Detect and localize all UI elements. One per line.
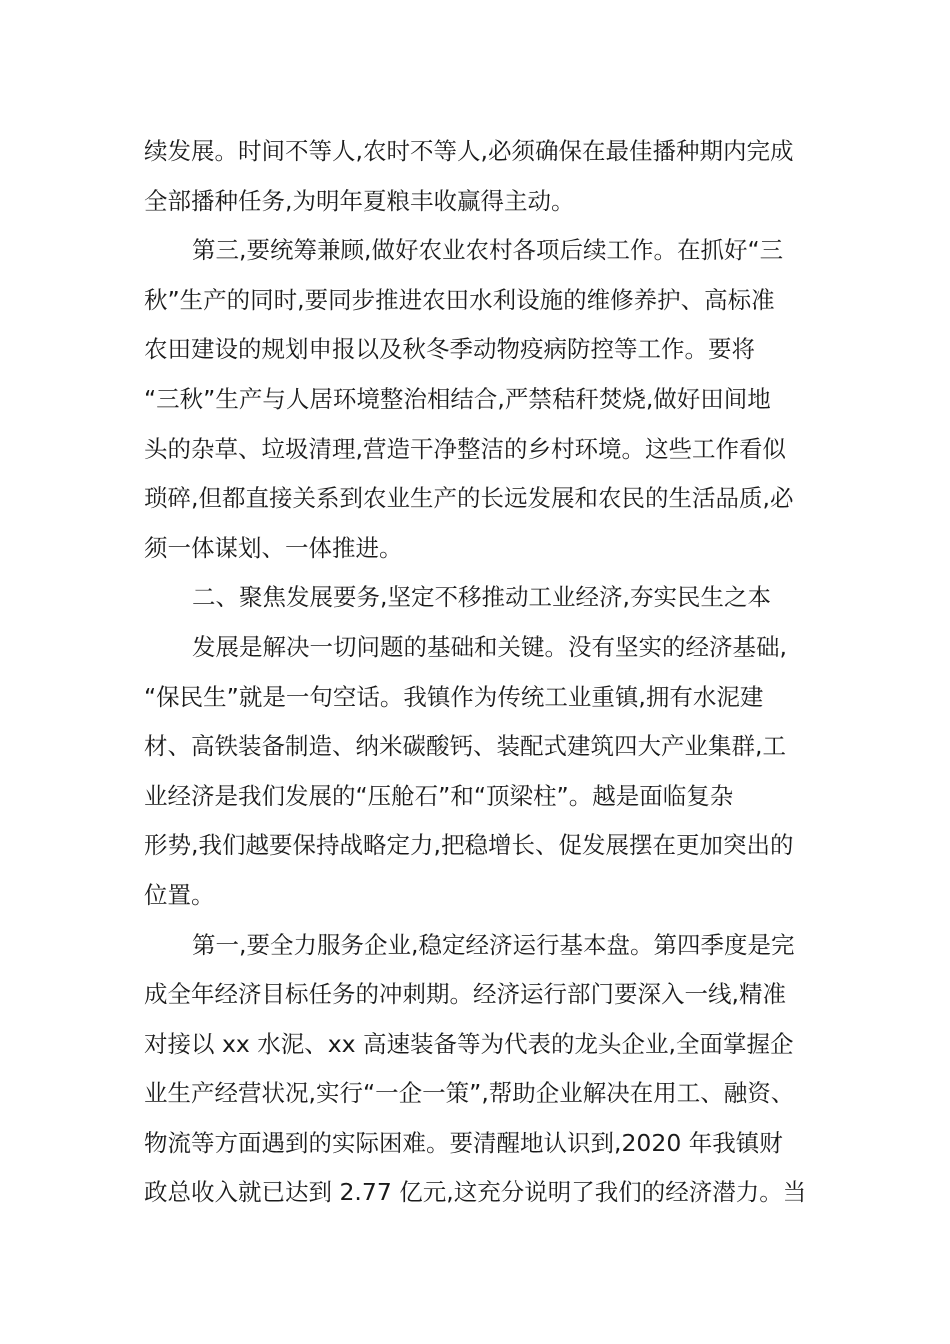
text-line: 业生产经营状况,实行“一企一策”,帮助企业解决在用工、融资、 (144, 1079, 795, 1108)
text-line: 全部播种任务,为明年夏粮丰收赢得主动。 (144, 186, 575, 215)
text-line: 成全年经济目标任务的冲刺期。经济运行部门要深入一线,精准 (144, 980, 786, 1009)
text-line: 琐碎,但都直接关系到农业生产的长远发展和农民的生活品质,必 (144, 484, 794, 513)
text-line: “三秋”生产与人居环境整治相结合,严禁秸秆焚烧,做好田间地 (144, 384, 771, 413)
text-line: 材、高铁装备制造、纳米碳酸钙、装配式建筑四大产业集群,工 (144, 732, 786, 761)
text-line: “保民生”就是一句空话。我镇作为传统工业重镇,拥有水泥建 (144, 682, 764, 711)
text-line: 政总收入就已达到 2.77 亿元,这充分说明了我们的经济潜力。当 (144, 1178, 807, 1207)
text-line: 形势,我们越要保持战略定力,把稳增长、促发展摆在更加突出的 (144, 831, 794, 860)
text-line: 对接以 xx 水泥、xx 高速装备等为代表的龙头企业,全面掌握企 (144, 1029, 794, 1058)
text-line: 头的杂草、垃圾清理,营造干净整洁的乡村环境。这些工作看似 (144, 434, 786, 463)
section-heading: 二、聚焦发展要务,坚定不移推动工业经济,夯实民生之本 (192, 583, 771, 612)
text-line: 秋”生产的同时,要同步推进农田水利设施的维修养护、高标准 (144, 285, 775, 314)
paragraph-start-line: 第一,要全力服务企业,稳定经济运行基本盘。第四季度是完 (192, 930, 795, 959)
paragraph-start-line: 发展是解决一切问题的基础和关键。没有坚实的经济基础, (192, 632, 787, 661)
text-line: 须一体谋划、一体推进。 (144, 533, 403, 562)
text-line: 位置。 (144, 880, 215, 909)
paragraph-start-line: 第三,要统筹兼顾,做好农业农村各项后续工作。在抓好“三 (192, 236, 784, 265)
document-body (144, 127, 814, 1218)
text-line: 续发展。时间不等人,农时不等人,必须确保在最佳播种期内完成 (144, 137, 794, 165)
text-line: 物流等方面遇到的实际困难。要清醒地认识到,2020 年我镇财 (144, 1128, 783, 1157)
text-line: 业经济是我们发展的“压舱石”和“顶梁柱”。越是面临复杂 (144, 781, 734, 810)
text-line: 农田建设的规划申报以及秋冬季动物疫病防控等工作。要将 (144, 335, 755, 364)
